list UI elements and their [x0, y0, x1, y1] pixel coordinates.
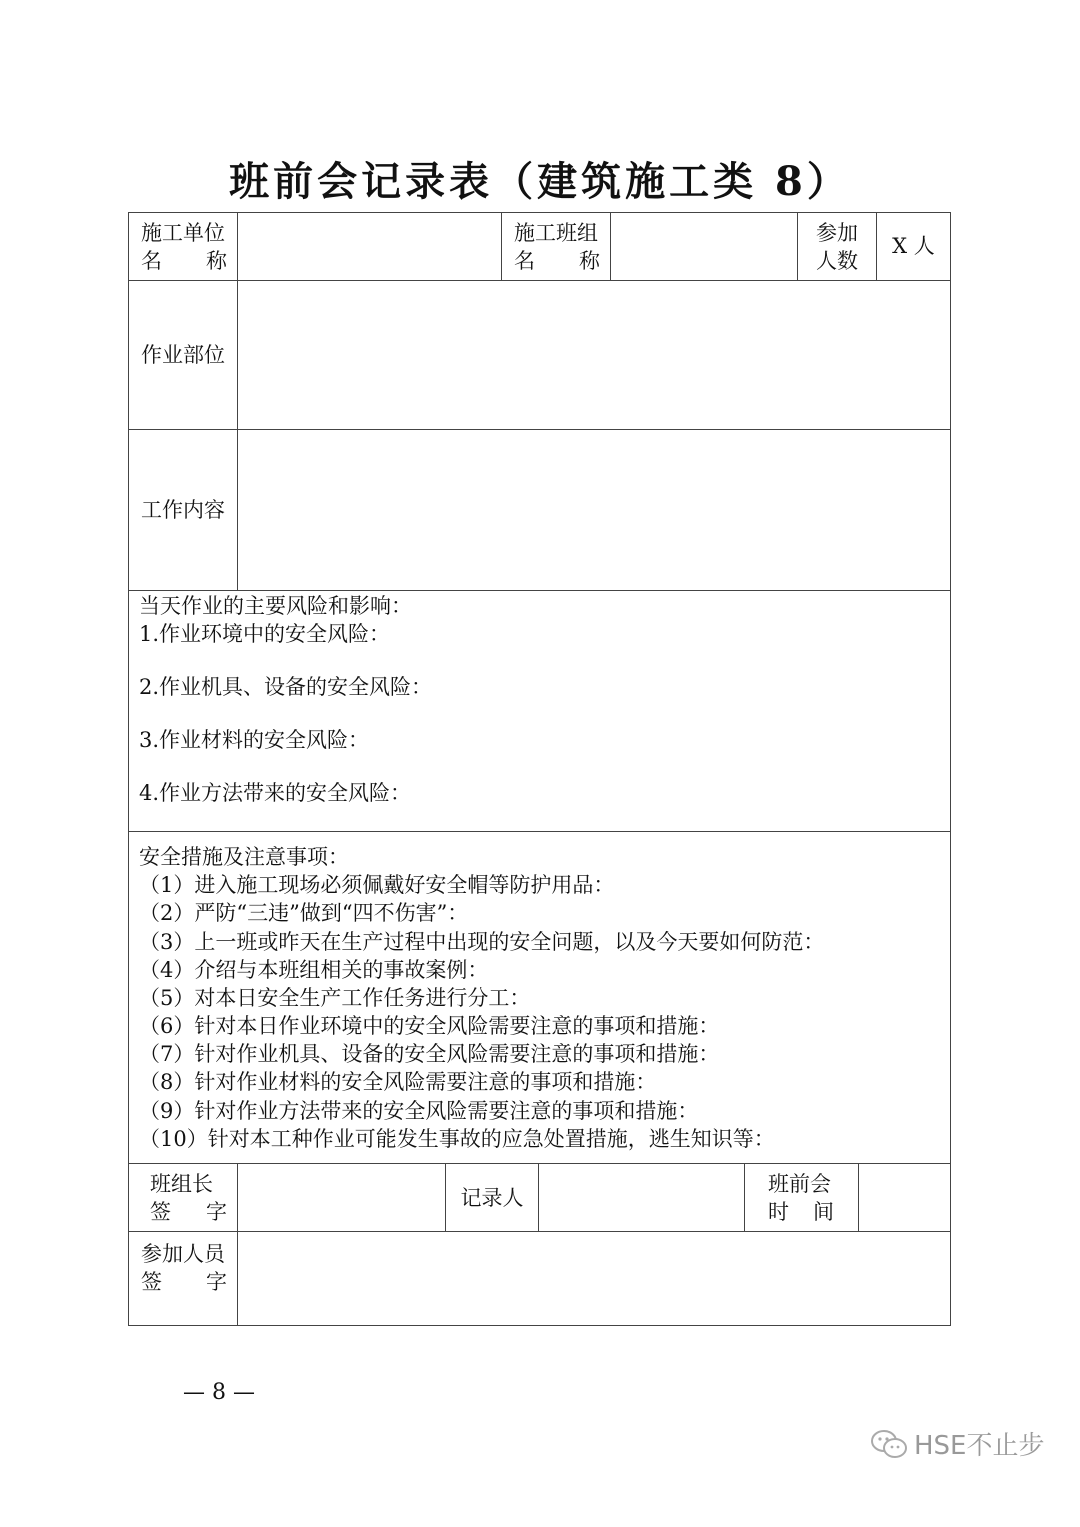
watermark — [870, 1425, 1044, 1462]
col-divider — [501, 212, 502, 280]
team-leader-sign-field[interactable] — [238, 1164, 444, 1231]
meeting-time-field[interactable] — [859, 1164, 950, 1231]
measure-item: （4）介绍与本班组相关的事故案例： — [139, 958, 489, 982]
work-location-label: 作业部位 — [141, 343, 225, 367]
participants-count-value[interactable]: X 人 — [892, 234, 935, 258]
participants-sign-field[interactable] — [238, 1232, 950, 1325]
measures-heading: 安全措施及注意事项： — [139, 845, 349, 869]
team-leader-sign-label: 班组长 签 字 — [150, 1171, 227, 1224]
form-title: 班前会记录表（建筑施工类 8） — [229, 158, 851, 205]
measure-item: （2）严防“三违”做到“四不伤害”： — [139, 901, 469, 925]
risks-heading: 当天作业的主要风险和影响： — [139, 594, 412, 618]
watermark-text: HSE不止步 — [914, 1431, 1045, 1461]
risk-item: 1.作业环境中的安全风险： — [139, 622, 391, 646]
measure-item: （1）进入施工现场必须佩戴好安全帽等防护用品： — [139, 873, 615, 897]
page-number: — 8 — — [183, 1380, 255, 1405]
work-content-label: 工作内容 — [141, 498, 225, 522]
work-location-field[interactable] — [238, 281, 950, 429]
row-divider — [128, 590, 951, 591]
measure-item: （3）上一班或昨天在生产过程中出现的安全问题，以及今天要如何防范： — [139, 930, 825, 954]
measure-item: （7）针对作业机具、设备的安全风险需要注意的事项和措施： — [139, 1042, 720, 1066]
measure-item: （5）对本日安全生产工作任务进行分工： — [139, 986, 531, 1010]
construction-team-field[interactable] — [611, 213, 796, 279]
construction-unit-field[interactable] — [238, 213, 500, 279]
col-divider — [744, 1163, 745, 1231]
construction-team-label: 施工班组 名 称 — [514, 221, 600, 273]
risk-item: 2.作业机具、设备的安全风险： — [139, 675, 433, 699]
wechat-icon — [870, 1428, 908, 1460]
row-divider — [128, 831, 951, 832]
measure-item: （6）针对本日作业环境中的安全风险需要注意的事项和措施： — [139, 1014, 720, 1038]
measure-item: （9）针对作业方法带来的安全风险需要注意的事项和措施： — [139, 1099, 699, 1123]
participants-count-label: 参加 人数 — [816, 221, 858, 273]
recorder-label: 记录人 — [460, 1185, 524, 1210]
work-content-field[interactable] — [238, 430, 950, 590]
recorder-field[interactable] — [539, 1164, 744, 1231]
participants-sign-label: 参加人员 签 字 — [141, 1242, 227, 1294]
meeting-time-label: 班前会 时 间 — [768, 1171, 834, 1224]
risk-item: 4.作业方法带来的安全风险： — [139, 781, 412, 805]
risk-item: 3.作业材料的安全风险： — [139, 728, 370, 752]
measure-item: （8）针对作业材料的安全风险需要注意的事项和措施： — [139, 1070, 657, 1094]
measure-item: （10）针对本工种作业可能发生事故的应急处置措施，逃生知识等： — [139, 1127, 775, 1151]
construction-unit-label: 施工单位 名 称 — [141, 221, 227, 273]
